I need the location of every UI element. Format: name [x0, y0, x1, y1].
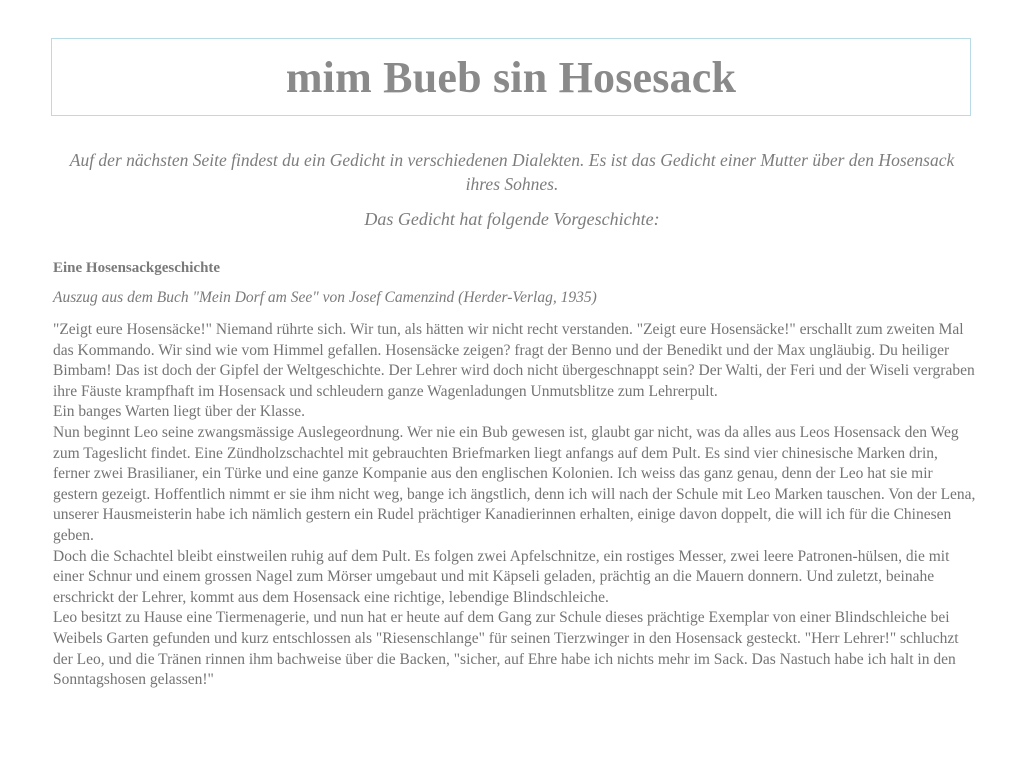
story-paragraph: "Zeigt eure Hosensäcke!" Niemand rührte sich. Wir tun, als hätten wir nicht recht verstanden. "Zeigt eure Hosensäcke!" erschallt zum zweiten Mal das Kommando. Wir sind wie vom Himmel gefallen. Hosensäcke zeigen? fragt der Benno und der Benedikt und der Max ungläubig. Du heiliger Bimbam! Das ist doch der Gipfel der Weltgeschichte. Der Lehrer wird doch nicht übergeschnappt sein? Der Walti, der Feri und der Wiseli vergraben ihre Fäuste krampfhaft im Hosensack und schleudern ganze Wagenladungen Unmutsblitze zum Lehrerpult. — [53, 321, 975, 400]
story-body — [53, 320, 978, 691]
source-citation: Auszug aus dem Buch "Mein Dorf am See" von Josef Camenzind (Herder-Verlag, 1935) — [53, 289, 597, 306]
story-paragraph: Leo besitzt zu Hause eine Tiermenagerie, und nun hat er heute auf dem Gang zur Schule dieses prächtige Exemplar von einer Blindschleiche bei Weibels Garten gefunden und kurz entschlossen als "Riesenschlange" für seinen Tierzwinger in den Hosensack gesteckt. "Herr Lehrer!" schluchzt der Leo, und die Tränen rinnen ihm bachweise über die Backen, "sicher, auf Ehre habe ich nichts mehr im Sack. Das Nastuch habe ich halt in den Sonntagshosen gelassen!" — [53, 609, 959, 689]
story-title: Eine Hosensackgeschichte — [53, 260, 221, 276]
title-box — [51, 38, 971, 116]
page-title: mim Bueb sin Hosesack — [285, 52, 737, 102]
story-paragraph: Nun beginnt Leo seine zwangsmässige Auslegeordnung. Wer nie ein Bub gewesen ist, glaubt gar nicht, was da alles aus Leos Hosensack den Weg zum Tageslicht findet. Eine Zündholzschachtel mit gebrauchten Briefmarken liegt anfangs auf dem Pult. Es sind vier chinesische Marken drin, ferner zwei Brasilianer, ein Türke und eine ganze Kompanie aus den englischen Kolonien. Ich weiss das ganz genau, denn der Leo hat sie mir gestern gezeigt. Hoffentlich nimmt er sie ihm nicht weg, bange ich ängstlich, denn ich will nach der Schule mit Leo Marken tauschen. Von der Lena, unserer Hausmeisterin habe ich nämlich gestern ein Rudel prächtiger Kanadierinnen erhalten, einige davon doppelt, die will ich für die Chinesen geben. — [53, 423, 976, 544]
intro-text: Auf der nächsten Seite findest du ein Gedicht in verschiedenen Dialekten. Es ist das Gedicht einer Mutter über den Hosensack ihres Sohnes. — [69, 150, 955, 194]
story-paragraph: Doch die Schachtel bleibt einstweilen ruhig auf dem Pult. Es folgen zwei Apfelschnitze, ein rostiges Messer, zwei leere Patronen-hülsen, die mit einer Schnur und einem grossen Nagel zum Mörser umgebaut und mit Käpseli geladen, prächtig an die Mauern donnern. Und zuletzt, beinahe erschrickt der Lehrer, kommt aus dem Hosensack eine richtige, lebendige Blindschleiche. — [53, 547, 950, 606]
story-paragraph: Ein banges Warten liegt über der Klasse. — [53, 403, 305, 421]
prehistory-text: Das Gedicht hat folgende Vorgeschichte: — [364, 209, 660, 229]
